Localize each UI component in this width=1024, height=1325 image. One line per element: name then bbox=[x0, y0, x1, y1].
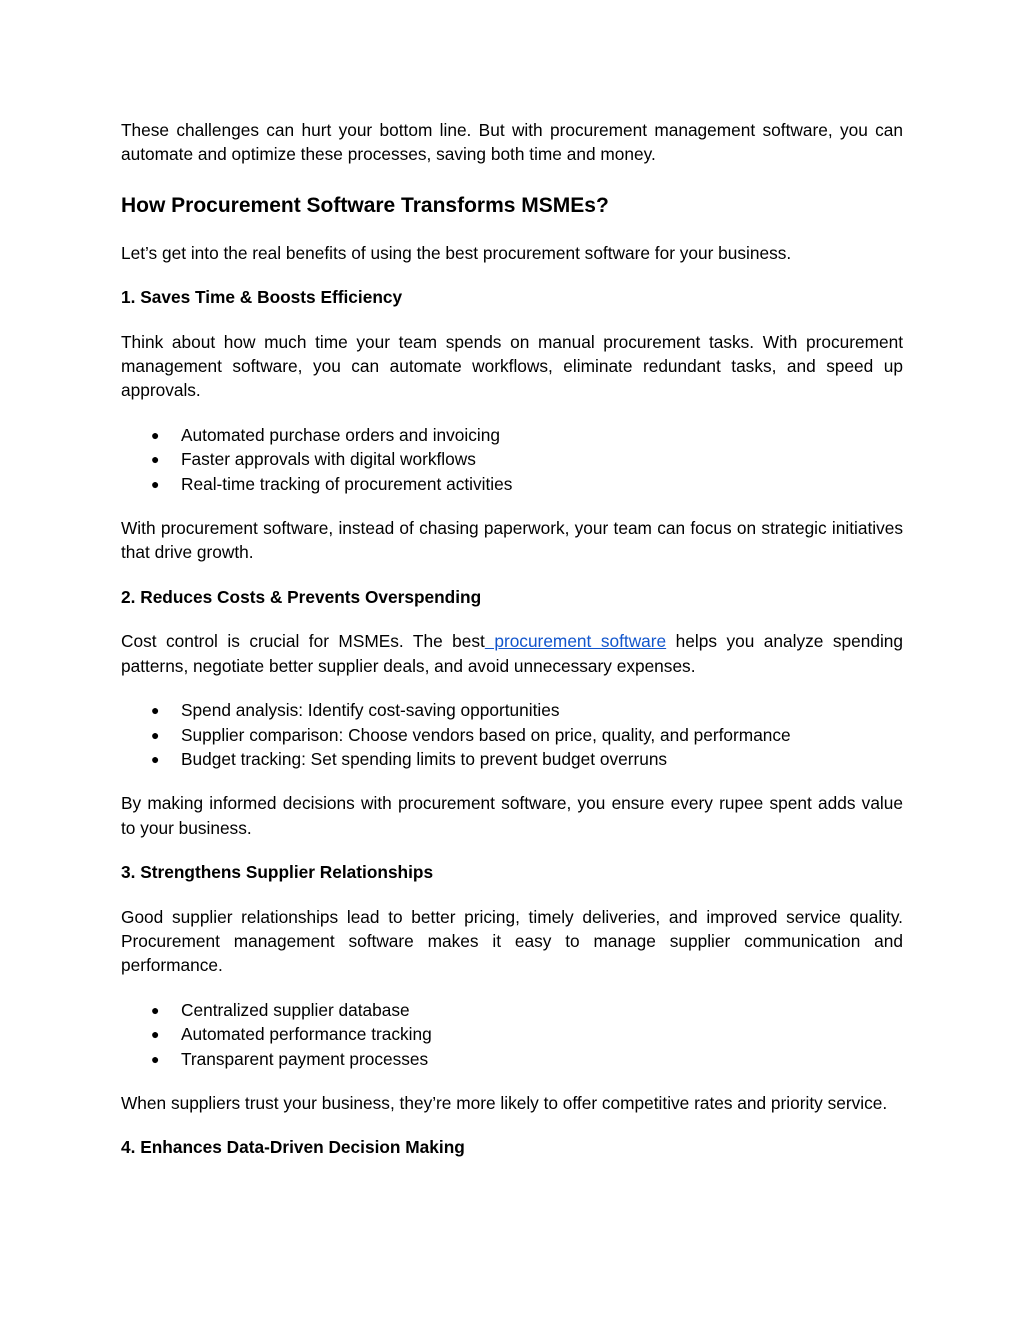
subsection-paragraph-2 bbox=[121, 629, 903, 678]
bullet-icon: ● bbox=[151, 1050, 160, 1067]
bullet-list-2 bbox=[121, 698, 903, 771]
subsection-title-4: 4. Enhances Data-Driven Decision Making bbox=[121, 1137, 465, 1158]
bullet-icon: ● bbox=[151, 750, 160, 767]
list-item-text: Transparent payment processes bbox=[181, 1048, 429, 1069]
procurement-software-link[interactable]: procurement software bbox=[484, 631, 667, 652]
subsection-title-2: 2. Reduces Costs & Prevents Overspending bbox=[121, 586, 482, 607]
list-item-text: Faster approvals with digital workflows bbox=[181, 449, 476, 470]
subsection-title-1: 1. Saves Time & Boosts Efficiency bbox=[121, 287, 403, 308]
list-item bbox=[121, 1047, 903, 1071]
bullet-list-1 bbox=[121, 423, 903, 496]
list-item-text: Automated purchase orders and invoicing bbox=[181, 424, 500, 445]
intro-paragraph: These challenges can hurt your bottom line. But with procurement management software, you can automate and optimize these processes, saving both time and money. bbox=[121, 120, 903, 165]
list-item bbox=[121, 447, 903, 471]
bullet-icon: ● bbox=[151, 475, 160, 492]
bullet-list-3 bbox=[121, 998, 903, 1071]
bullet-icon: ● bbox=[151, 451, 160, 468]
list-item bbox=[121, 747, 903, 771]
list-item bbox=[121, 998, 903, 1022]
subsection-paragraph-1: Think about how much time your team spends on manual procurement tasks. With procurement management software, you can automate workflows, eliminate redundant tasks, and speed up approvals. bbox=[121, 331, 903, 401]
bullet-icon: ● bbox=[151, 426, 160, 443]
list-item-text: Supplier comparison: Choose vendors based on price, quality, and performance bbox=[181, 724, 791, 745]
list-item bbox=[121, 472, 903, 496]
subsection-closing-1: With procurement software, instead of chasing paperwork, your team can focus on strategic initiatives that drive growth. bbox=[121, 518, 903, 563]
paragraph-text: Cost control is crucial for MSMEs. The best bbox=[121, 631, 485, 652]
bullet-icon: ● bbox=[151, 1001, 160, 1018]
subsection-closing-3: When suppliers trust your business, they’re more likely to offer competitive rates and priority service. bbox=[121, 1092, 888, 1113]
section-heading: How Procurement Software Transforms MSMEs? bbox=[121, 193, 609, 217]
list-item-text: Spend analysis: Identify cost-saving opportunities bbox=[181, 700, 560, 721]
list-item-text: Real-time tracking of procurement activities bbox=[181, 473, 513, 494]
bullet-icon: ● bbox=[151, 1026, 160, 1043]
subsection-paragraph-3: Good supplier relationships lead to better pricing, timely deliveries, and improved service quality. Procurement management software makes it easy to manage supplier communication and performance. bbox=[121, 906, 903, 976]
list-item-text: Centralized supplier database bbox=[181, 999, 410, 1020]
bullet-icon: ● bbox=[151, 702, 160, 719]
list-item bbox=[121, 423, 903, 447]
list-item bbox=[121, 698, 903, 722]
list-item-text: Budget tracking: Set spending limits to prevent budget overruns bbox=[181, 748, 668, 769]
paragraph-text: helps you analyze spending patterns, negotiate better supplier deals, and avoid unnecessary expenses. bbox=[121, 631, 904, 676]
bullet-icon: ● bbox=[151, 726, 160, 743]
subsection-title-3: 3. Strengthens Supplier Relationships bbox=[121, 862, 434, 883]
list-item bbox=[121, 723, 903, 747]
list-item-text: Automated performance tracking bbox=[181, 1024, 432, 1045]
list-item bbox=[121, 1022, 903, 1046]
subsection-closing-2: By making informed decisions with procurement software, you ensure every rupee spent adds value to your business. bbox=[121, 793, 903, 838]
document-page bbox=[121, 118, 903, 1180]
lead-paragraph: Let’s get into the real benefits of using the best procurement software for your business. bbox=[121, 242, 792, 263]
